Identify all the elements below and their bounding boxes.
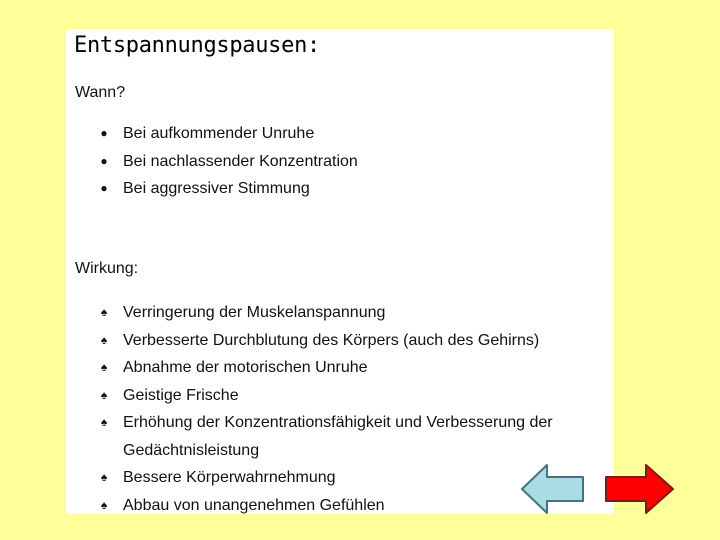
spade-bullet-icon: ♠ bbox=[100, 415, 108, 429]
spade-bullet-icon: ♠ bbox=[100, 332, 108, 347]
effect-list bbox=[66, 299, 553, 519]
right-arrow-icon bbox=[604, 463, 676, 515]
forward-button[interactable] bbox=[604, 463, 676, 515]
dot-bullet-icon: ● bbox=[100, 126, 108, 140]
effect-item: ♠ Geistige Frische bbox=[66, 382, 553, 410]
spade-bullet-icon: ♠ bbox=[100, 470, 108, 484]
effect-item: ♠ Verringerung der Muskelanspannung bbox=[66, 299, 553, 327]
effect-item: ♠ Abnahme der motorischen Unruhe bbox=[66, 354, 553, 382]
spade-bullet-icon: ♠ bbox=[100, 497, 108, 512]
slide-title: Entspannungspausen: bbox=[74, 33, 320, 58]
back-button[interactable] bbox=[520, 463, 592, 515]
spade-bullet-icon: ♠ bbox=[100, 305, 108, 319]
when-item: ● Bei aufkommender Unruhe bbox=[66, 120, 358, 148]
spade-bullet-icon: ♠ bbox=[100, 360, 108, 374]
when-list bbox=[66, 120, 358, 203]
effect-item: ♠ Verbesserte Durchblutung des Körpers (auch des Gehirns) bbox=[66, 327, 553, 355]
when-item: ● Bei aggressiver Stimmung bbox=[66, 175, 358, 203]
effect-item: ♠ Bessere Körperwahrnehmung bbox=[66, 464, 553, 492]
effect-heading: Wirkung: bbox=[75, 260, 139, 277]
effect-item: ♠ Abbau von unangenehmen Gefühlen bbox=[66, 492, 553, 520]
dot-bullet-icon: ● bbox=[100, 153, 108, 168]
when-item: ● Bei nachlassender Konzentration bbox=[66, 148, 358, 176]
when-heading: Wann? bbox=[75, 84, 126, 101]
effect-item: ♠ Erhöhung der Konzentrationsfähigkeit und Verbesserung der Gedächtnisleistung bbox=[66, 409, 553, 464]
spade-bullet-icon: ♠ bbox=[100, 387, 108, 402]
left-arrow-icon bbox=[520, 463, 592, 515]
dot-bullet-icon: ● bbox=[100, 181, 108, 195]
content-panel bbox=[66, 29, 614, 514]
